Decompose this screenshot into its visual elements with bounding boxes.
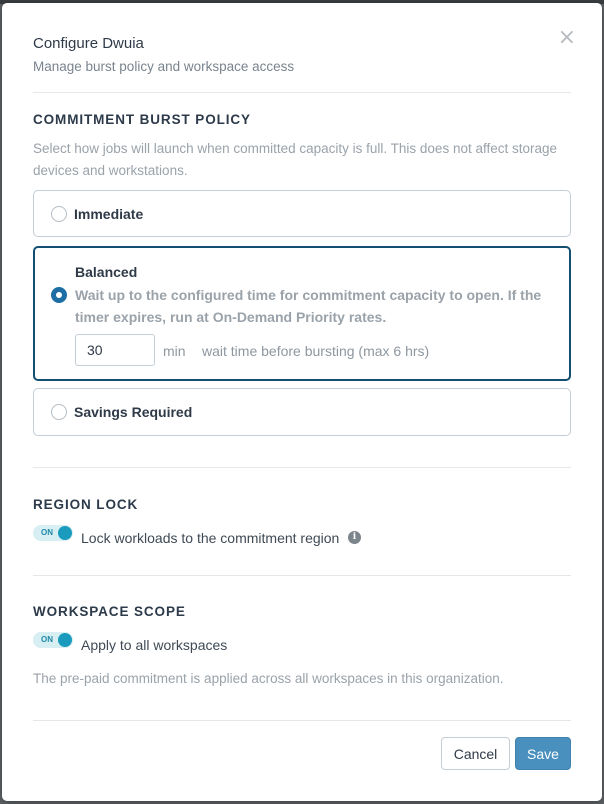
radio-immediate[interactable] bbox=[51, 206, 67, 222]
option-balanced-description: Wait up to the configured time for commitment capacity to open. If the timer expires, run at On-Demand Priority rates. bbox=[75, 287, 542, 325]
option-immediate[interactable] bbox=[33, 190, 571, 237]
toggle-knob bbox=[58, 633, 72, 647]
radio-savings-required[interactable] bbox=[51, 404, 67, 420]
option-savings-required-label: Savings Required bbox=[74, 404, 193, 420]
workspace-scope-toggle-state: ON bbox=[41, 635, 53, 644]
wait-unit-label: min bbox=[163, 343, 186, 359]
wait-time-hint: wait time before bursting (max 6 hrs) bbox=[202, 343, 430, 359]
option-balanced[interactable] bbox=[33, 246, 571, 381]
modal-title: Configure Dwuia bbox=[33, 35, 144, 52]
region-lock-toggle[interactable] bbox=[33, 525, 73, 541]
section-divider bbox=[33, 575, 571, 576]
cancel-button[interactable]: Cancel bbox=[441, 737, 510, 770]
option-immediate-label: Immediate bbox=[74, 206, 144, 222]
save-button[interactable]: Save bbox=[515, 737, 571, 770]
workspace-scope-note: The pre-paid commitment is applied across all workspaces in this organization. bbox=[33, 671, 504, 686]
modal-subtitle: Manage burst policy and workspace access bbox=[33, 59, 295, 74]
radio-balanced[interactable] bbox=[51, 287, 67, 303]
burst-policy-heading: COMMITMENT BURST POLICY bbox=[33, 112, 251, 127]
region-lock-heading: REGION LOCK bbox=[33, 497, 139, 512]
workspace-scope-label: Apply to all workspaces bbox=[81, 637, 228, 653]
info-icon[interactable]: i bbox=[348, 531, 361, 544]
wait-time-input[interactable] bbox=[75, 334, 155, 366]
burst-policy-description: Select how jobs will launch when committed capacity is full. This does not affect storage devices and workstations. bbox=[33, 141, 558, 178]
configure-modal bbox=[2, 3, 602, 801]
footer-divider bbox=[33, 720, 571, 721]
header-divider bbox=[33, 92, 571, 93]
workspace-scope-toggle[interactable] bbox=[33, 632, 73, 648]
section-divider bbox=[33, 467, 571, 468]
close-icon[interactable]: × bbox=[557, 25, 576, 50]
option-balanced-label: Balanced bbox=[75, 264, 138, 280]
region-lock-label: Lock workloads to the commitment region bbox=[81, 530, 340, 546]
workspace-scope-heading: WORKSPACE SCOPE bbox=[33, 604, 186, 619]
region-lock-toggle-state: ON bbox=[41, 528, 53, 537]
toggle-knob bbox=[58, 526, 72, 540]
option-savings-required[interactable] bbox=[33, 388, 571, 436]
